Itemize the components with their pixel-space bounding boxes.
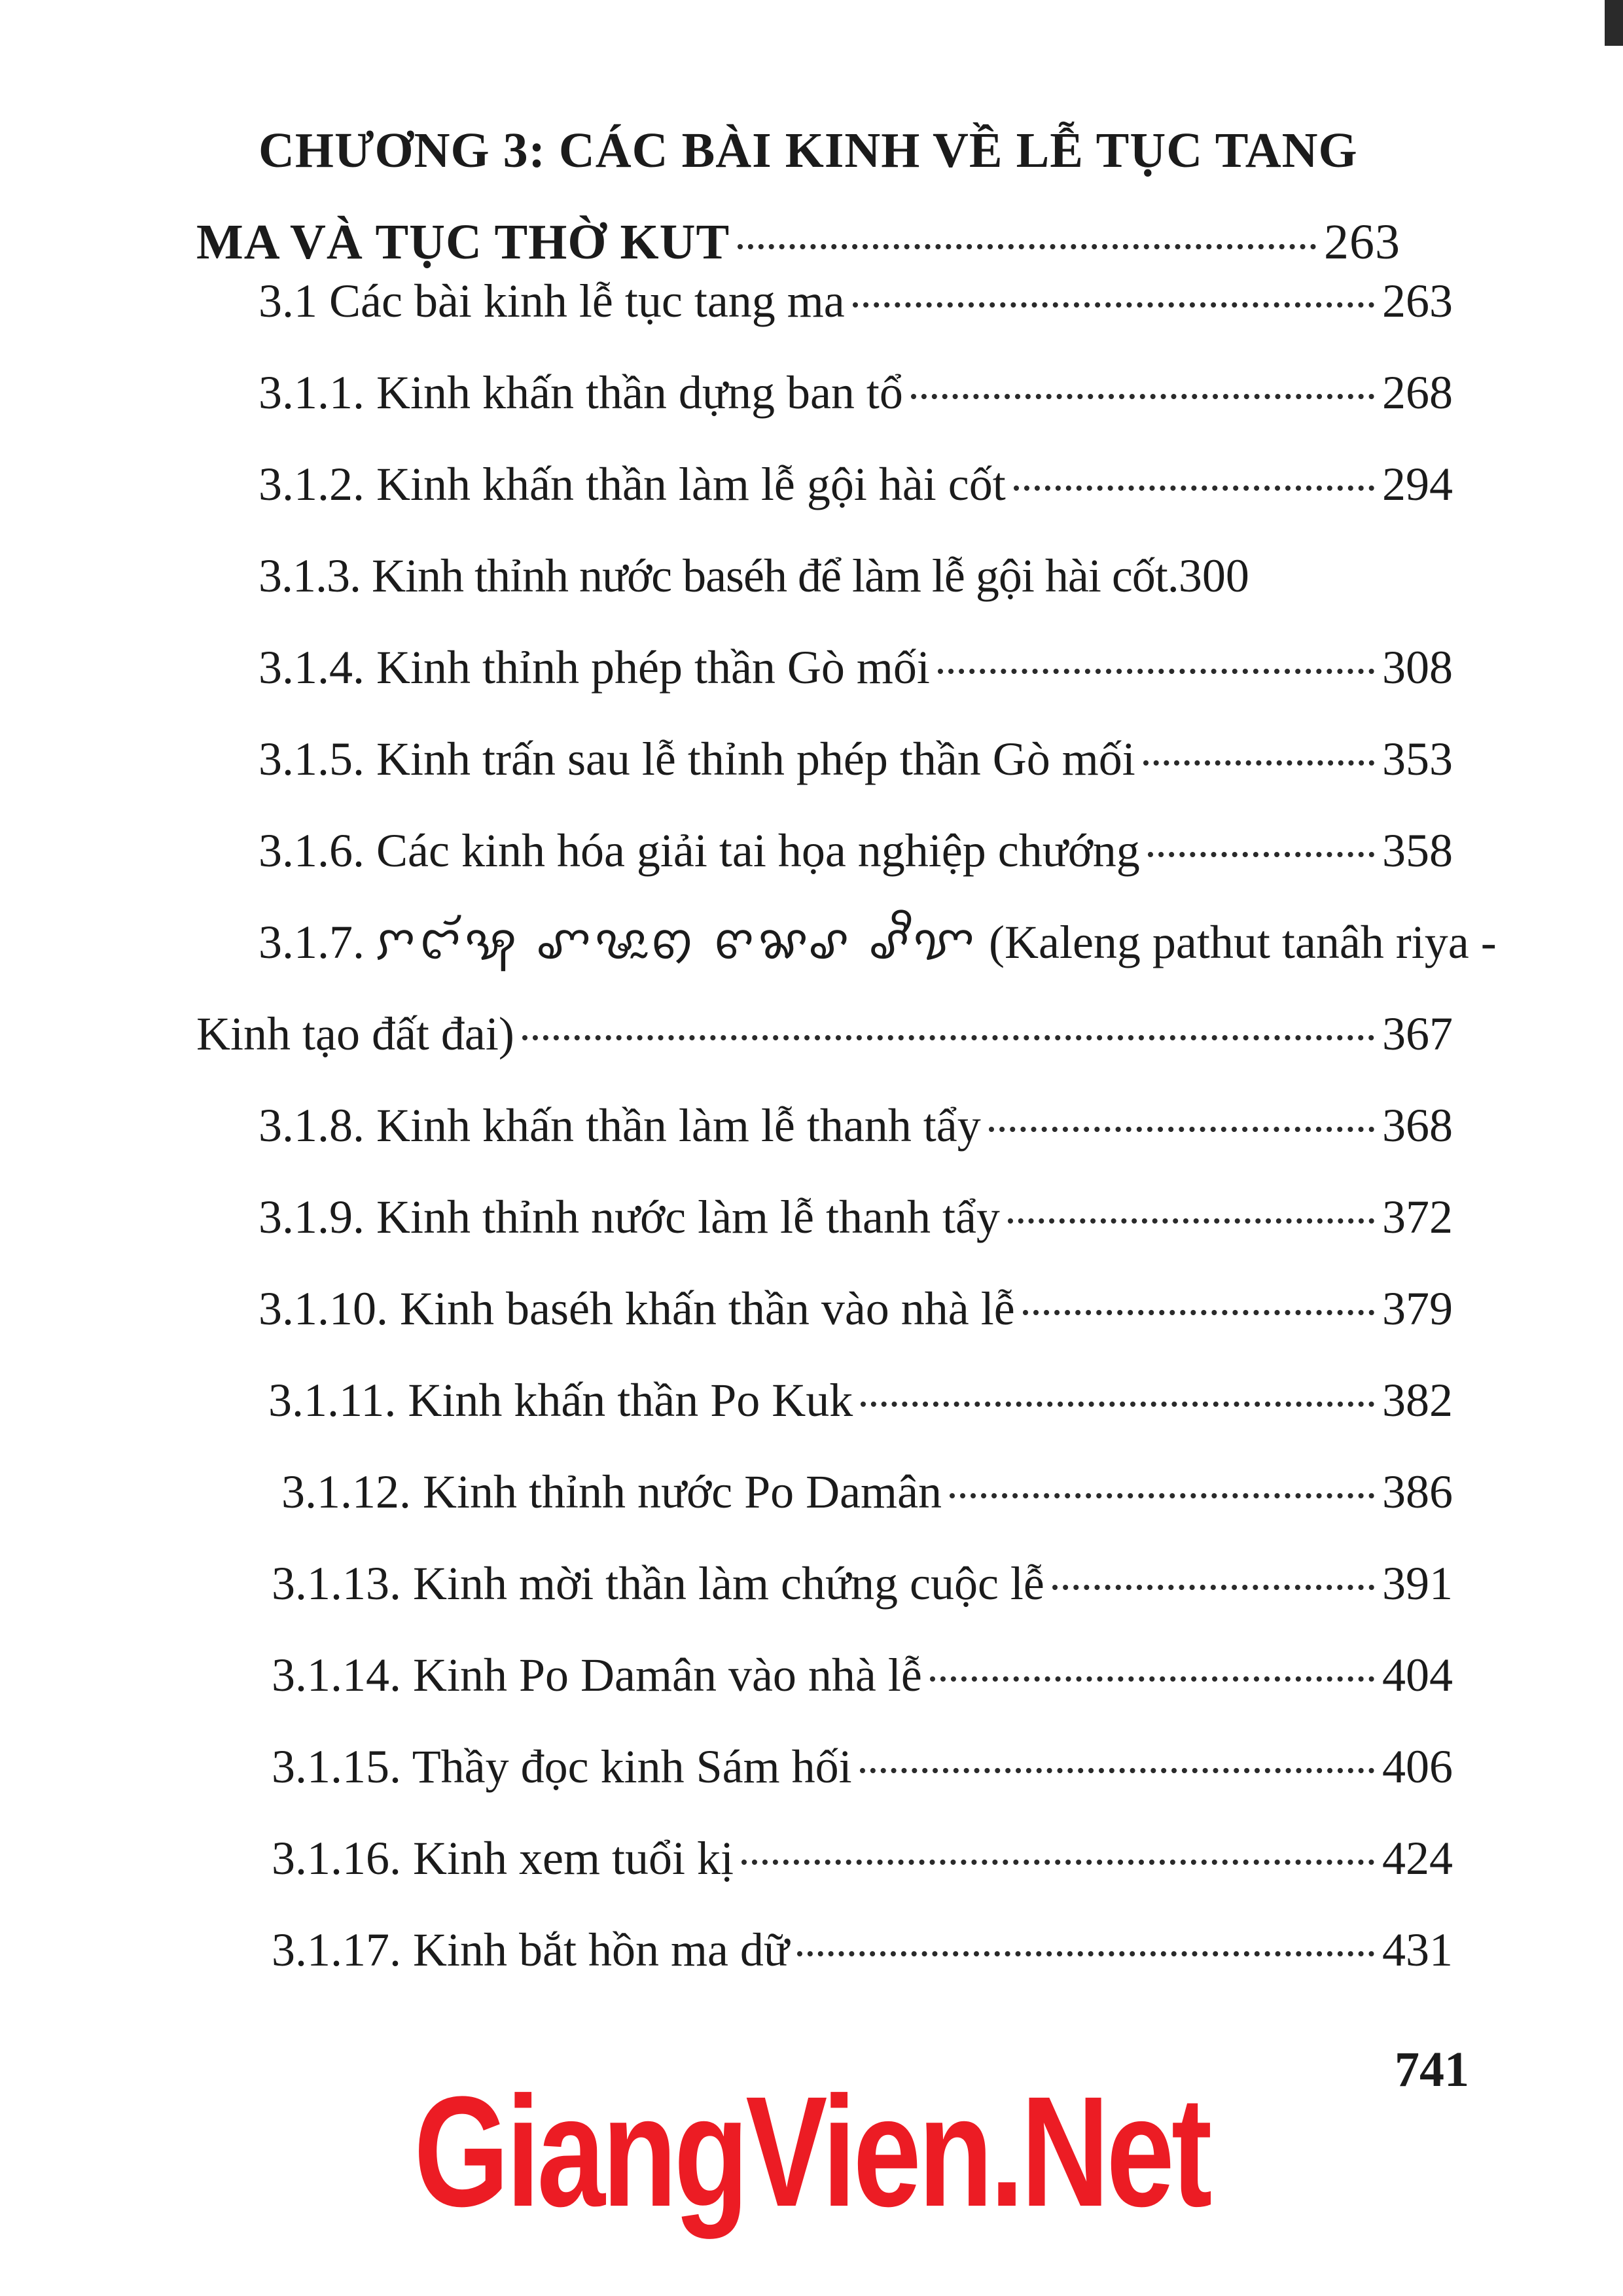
dot-leader [1148,852,1374,857]
toc-entry-title: 3.1.17. Kinh bắt hồn ma dữ [272,1924,789,1976]
toc-entry [196,438,1453,530]
cham-script-title: ꨆꨤꨮꩂ ꨚꨔꨭꩅ ꨓꨗꨣ ꨣꨪꨢ [375,916,979,968]
toc-entry-number: 3.1.7. [259,916,365,968]
toc-entry-title: (Kaleng pathut tanâh riya - [989,916,1497,968]
dot-leader [1023,1310,1374,1315]
toc-entry-page: 382 [1382,1374,1453,1426]
toc-entry-page: 263 [1382,275,1453,327]
toc-entry-title: 3.1.11. Kinh khấn thần Po Kuk [268,1374,853,1426]
toc-entry [196,255,1453,347]
toc-entry [196,713,1453,805]
toc-entry-title: 3.1.10. Kinh baséh khấn thần vào nhà lễ [259,1282,1015,1335]
toc-entry-page: 268 [1382,366,1453,419]
dot-leader [860,1768,1374,1773]
toc-entry-title: 3.1.13. Kinh mời thần làm chứng cuộc lễ [272,1557,1044,1610]
toc-entry-page: 431 [1382,1924,1453,1976]
toc-entry-page: 358 [1382,824,1453,877]
toc-entry [196,1446,1453,1538]
toc-entry [196,1904,1453,1996]
toc-entry-page: 391 [1382,1557,1453,1610]
dot-leader [853,302,1374,308]
toc-entry [196,1538,1453,1629]
toc-entry [196,1263,1453,1354]
toc-entry [196,805,1453,896]
toc-entry-title: 3.1.9. Kinh thỉnh nước làm lễ thanh tẩy [259,1191,1000,1243]
dot-leader [1052,1585,1374,1590]
toc-entry-page: 406 [1382,1740,1453,1793]
dot-leader [522,1035,1374,1040]
dot-leader [1008,1218,1374,1224]
toc-entry-title: 3.1.1. Kinh khấn thần dựng ban tổ [259,366,903,419]
toc-entry [196,1080,1453,1171]
chapter-title-line2: MA VÀ TỤC THỜ KUT [196,215,730,270]
scan-edge-mark [1605,0,1623,46]
toc-entry [196,1812,1453,1904]
toc-entry-title: 3.1 Các bài kinh lễ tục tang ma [259,275,845,327]
toc-entry-page: 294 [1382,458,1453,510]
toc-entry-title: 3.1.4. Kinh thỉnh phép thần Gò mối [259,641,930,694]
dot-leader [911,394,1374,399]
toc-entry-title: 3.1.14. Kinh Po Damân vào nhà lễ [272,1649,922,1701]
toc-entry-page: 404 [1382,1649,1453,1701]
chapter-page-number: 263 [1324,215,1400,270]
toc-entry-title: 3.1.3. Kinh thỉnh nước baséh để làm lễ gội hài cốt. [259,550,1179,602]
toc-entry-title-continued: Kinh tạo đất đai) [196,1008,514,1060]
toc-entry [196,347,1453,438]
toc-entry-page: 372 [1382,1191,1453,1243]
dot-leader [1143,760,1374,766]
watermark-text: GiangVien.Net [414,2064,1209,2239]
page-number: 741 [1395,2042,1469,2097]
toc-entry [196,1171,1453,1263]
toc-entry-page: 367 [1382,1008,1453,1060]
chapter-title-line1: CHƯƠNG 3: CÁC BÀI KINH VỀ LỄ TỤC TANG [259,123,1358,178]
dot-leader [950,1493,1374,1498]
toc-entry-title: 3.1.15. Thầy đọc kinh Sám hối [272,1740,852,1793]
toc-entry [196,1354,1453,1446]
dot-leader [741,1860,1374,1865]
dot-leader [861,1402,1374,1407]
toc-entry-page: 308 [1382,641,1453,694]
dot-leader [738,244,1316,249]
toc-entry-page: 386 [1382,1466,1453,1518]
toc-entry [196,530,1453,622]
dot-leader [930,1676,1374,1682]
toc-entry-title: 3.1.2. Kinh khấn thần làm lễ gội hài cốt [259,458,1006,510]
toc-entry-title: 3.1.8. Kinh khấn thần làm lễ thanh tẩy [259,1099,981,1152]
toc-entry-page: 353 [1382,733,1453,785]
toc-entry-title: 3.1.12. Kinh thỉnh nước Po Damân [281,1466,942,1518]
dot-leader [989,1127,1374,1132]
table-of-contents [196,255,1497,1996]
toc-entry [196,1721,1453,1812]
toc-entry [196,622,1453,713]
dot-leader [797,1951,1374,1956]
toc-entry-title: 3.1.5. Kinh trấn sau lễ thỉnh phép thần Gò mối [259,733,1135,785]
toc-entry-title: 3.1.16. Kinh xem tuổi kị [272,1832,734,1884]
toc-entry [196,896,1497,1080]
dot-leader [1014,486,1374,491]
toc-entry-page: 368 [1382,1099,1453,1152]
toc-entry-page: 424 [1382,1832,1453,1884]
toc-entry-title: 3.1.6. Các kinh hóa giải tai họa nghiệp chướng [259,824,1140,877]
toc-entry-page: 379 [1382,1282,1453,1335]
toc-entry [196,1629,1453,1721]
dot-leader [938,669,1374,674]
toc-entry-page: 300 [1178,550,1249,602]
